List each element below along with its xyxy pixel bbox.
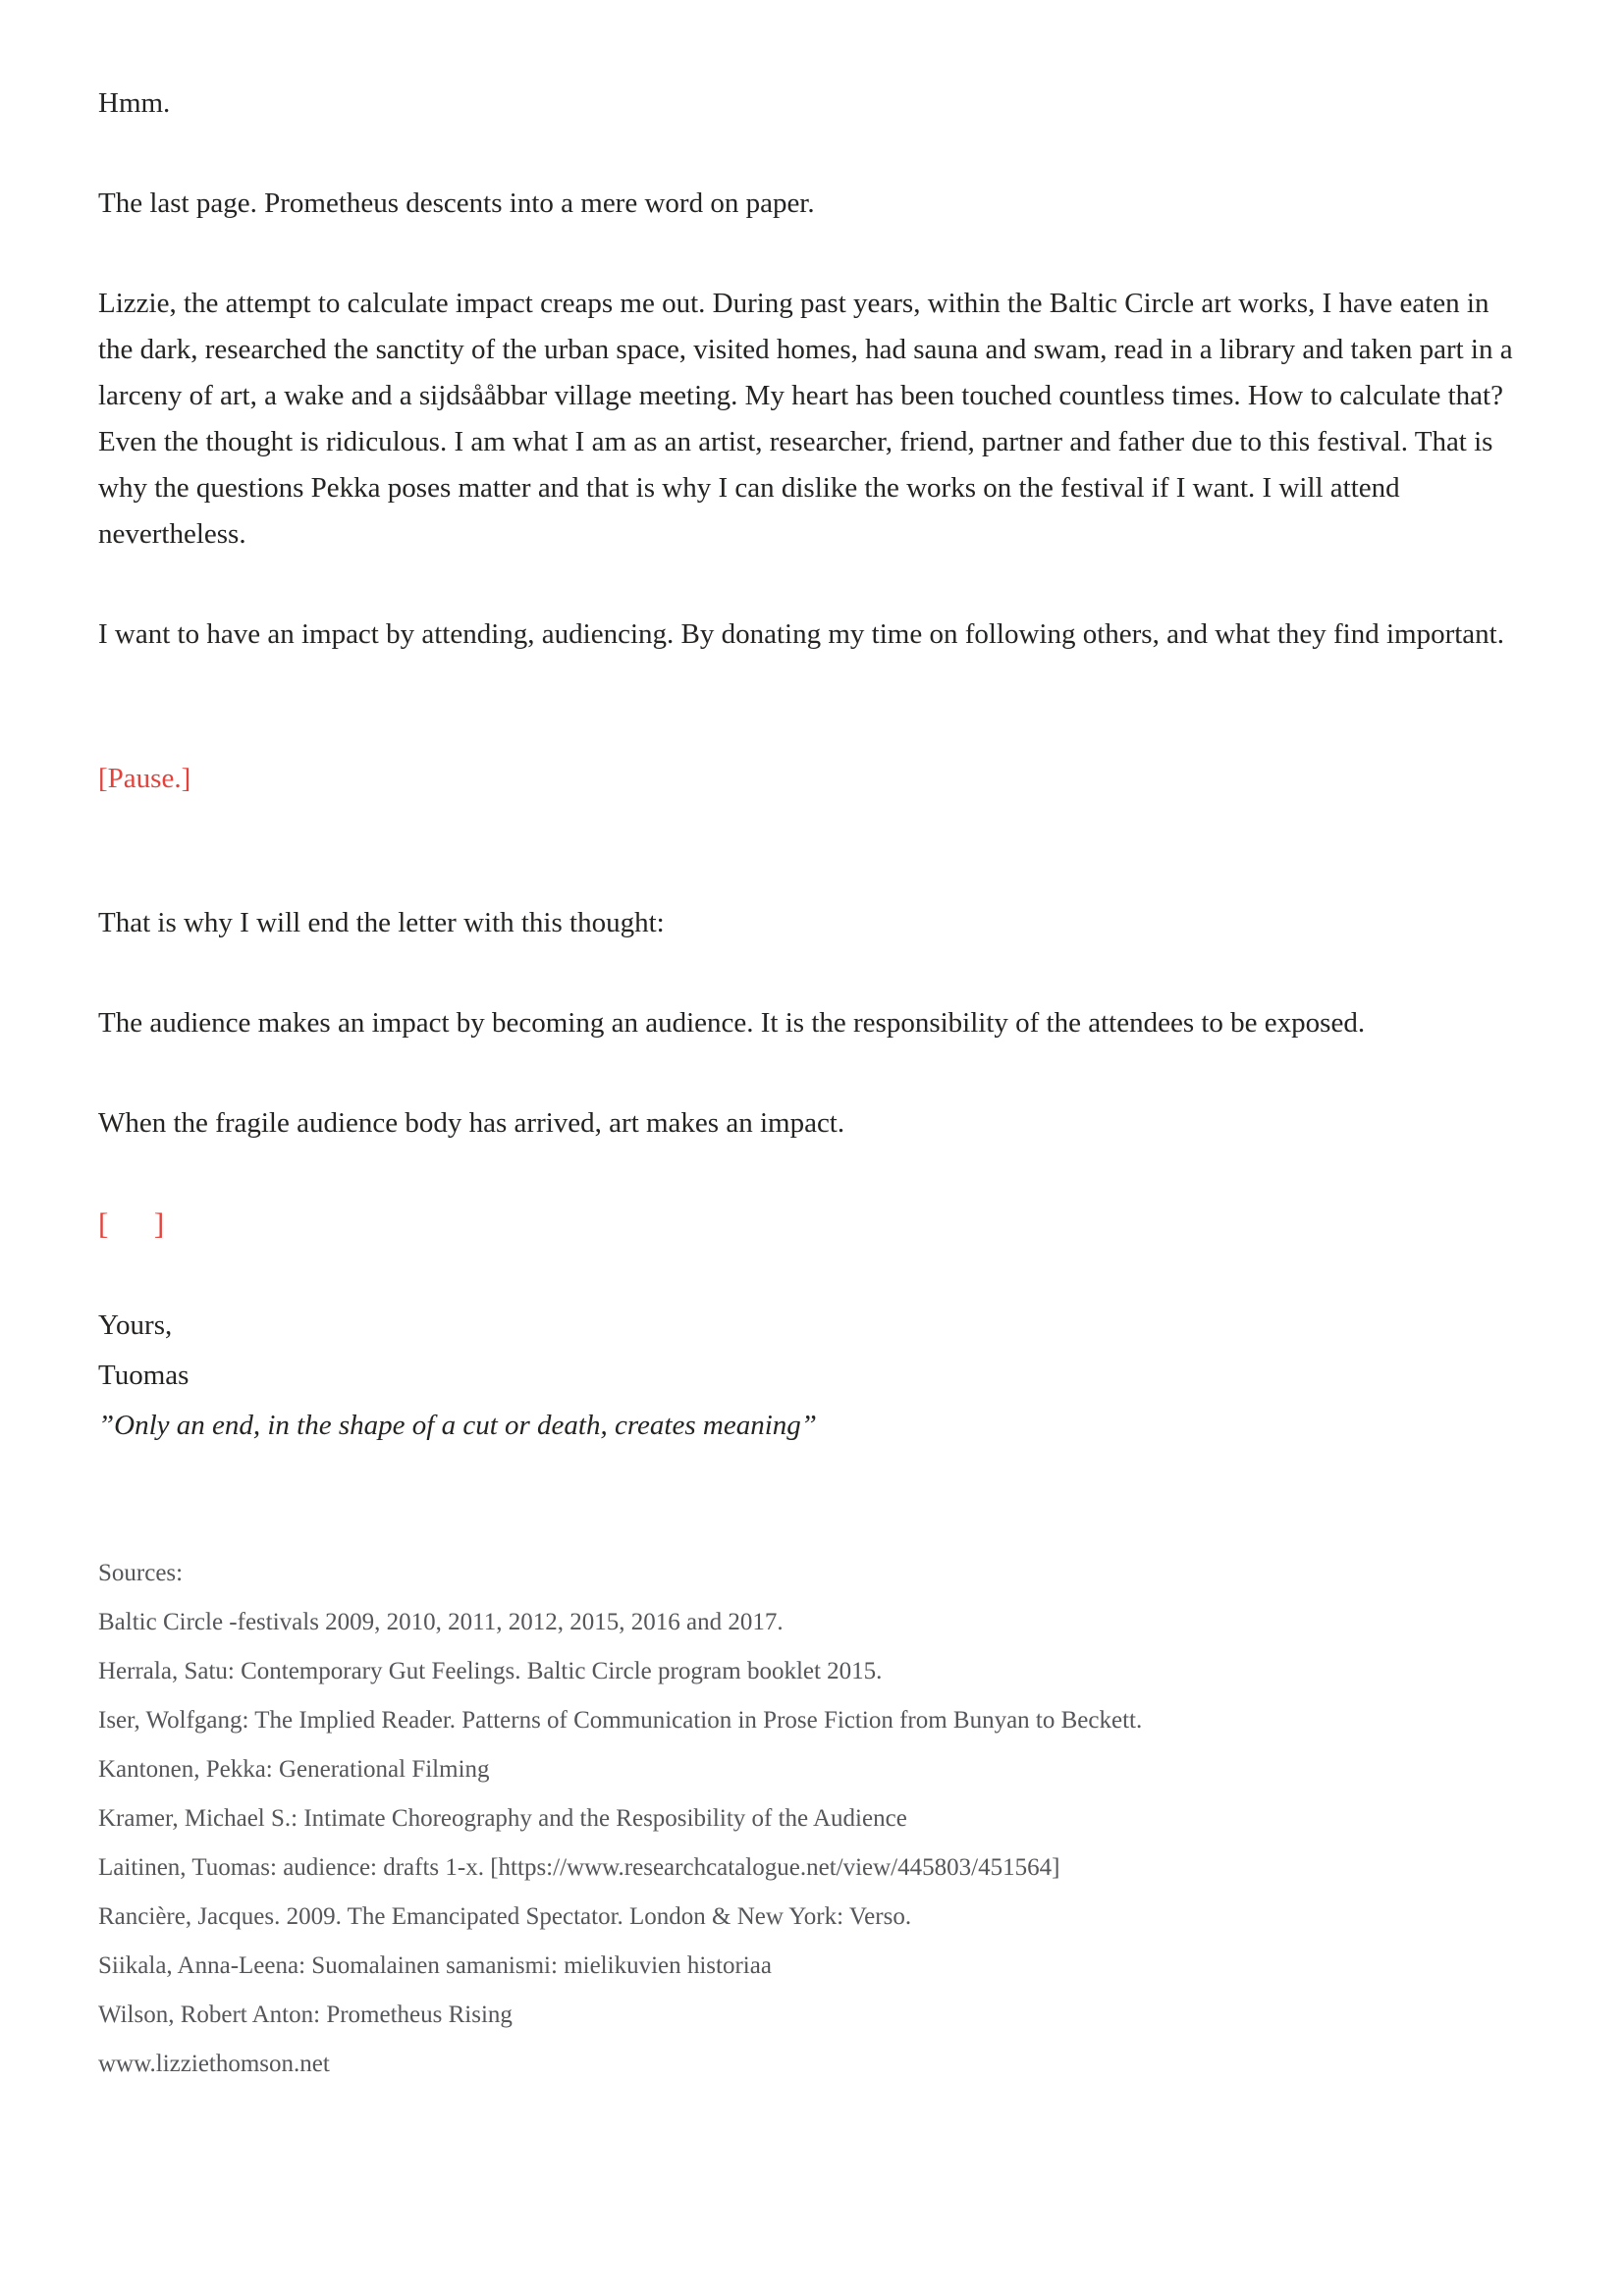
source-item: Laitinen, Tuomas: audience: drafts 1-x. [https://www.researchcatalogue.net/view/445803/451564] xyxy=(98,1854,1060,1881)
closing-quote: ”Only an end, in the shape of a cut or death, creates meaning” xyxy=(98,1410,817,1441)
source-item: Iser, Wolfgang: The Implied Reader. Patterns of Communication in Prose Fiction from Bunyan to Beckett. xyxy=(98,1707,1143,1734)
paragraph-last-page: The last page. Prometheus descents into a mere word on paper. xyxy=(98,187,815,219)
pause-marker: [Pause.] xyxy=(98,763,191,794)
empty-bracket-marker: [ ] xyxy=(98,1206,165,1241)
signoff-block xyxy=(98,1301,1514,1451)
source-item: Siikala, Anna-Leena: Suomalainen samanismi: mielikuvien historiaa xyxy=(98,1952,772,1979)
sources-heading: Sources: xyxy=(98,1560,184,1586)
source-item: www.lizziethomson.net xyxy=(98,2051,330,2077)
paragraph-impact: I want to have an impact by attending, audiencing. By donating my time on following others, and what they find important. xyxy=(98,618,1504,650)
paragraph-lizzie: Lizzie, the attempt to calculate impact creaps me out. During past years, within the Baltic Circle art works, I have eaten in the dark, researched the sanctity of the urban space, visited homes, had sauna and swam, read in a library and taken part in a larceny of art, a wake and a sijdsååbbar village meeting. My heart has been touched countless times. How to calculate that? Even the thought is ridiculous. I am what I am as an artist, researcher, friend, partner and father due to this festival. That is why the questions Pekka poses matter and that is why I can dislike the works on the festival if I want. I will attend nevertheless. xyxy=(98,288,1513,550)
letter-opening: Hmm. xyxy=(98,87,171,119)
source-item: Herrala, Satu: Contemporary Gut Feelings. Baltic Circle program booklet 2015. xyxy=(98,1658,883,1684)
signoff: Yours, xyxy=(98,1309,173,1341)
source-item: Wilson, Robert Anton: Prometheus Rising xyxy=(98,2002,513,2028)
paragraph-closing-thought: That is why I will end the letter with this thought: xyxy=(98,907,665,938)
source-item: Kantonen, Pekka: Generational Filming xyxy=(98,1756,490,1783)
paragraph-audience-impact: The audience makes an impact by becoming an audience. It is the responsibility of the attendees to be exposed. xyxy=(98,1007,1366,1039)
sources-section xyxy=(98,1549,1514,2089)
source-item: Baltic Circle -festivals 2009, 2010, 2011, 2012, 2015, 2016 and 2017. xyxy=(98,1609,784,1635)
paragraph-fragile-body: When the fragile audience body has arrived, art makes an impact. xyxy=(98,1107,845,1139)
source-item: Rancière, Jacques. 2009. The Emancipated Spectator. London & New York: Verso. xyxy=(98,1903,912,1930)
source-item: Kramer, Michael S.: Intimate Choreography and the Resposibility of the Audience xyxy=(98,1805,907,1832)
signature: Tuomas xyxy=(98,1360,189,1391)
